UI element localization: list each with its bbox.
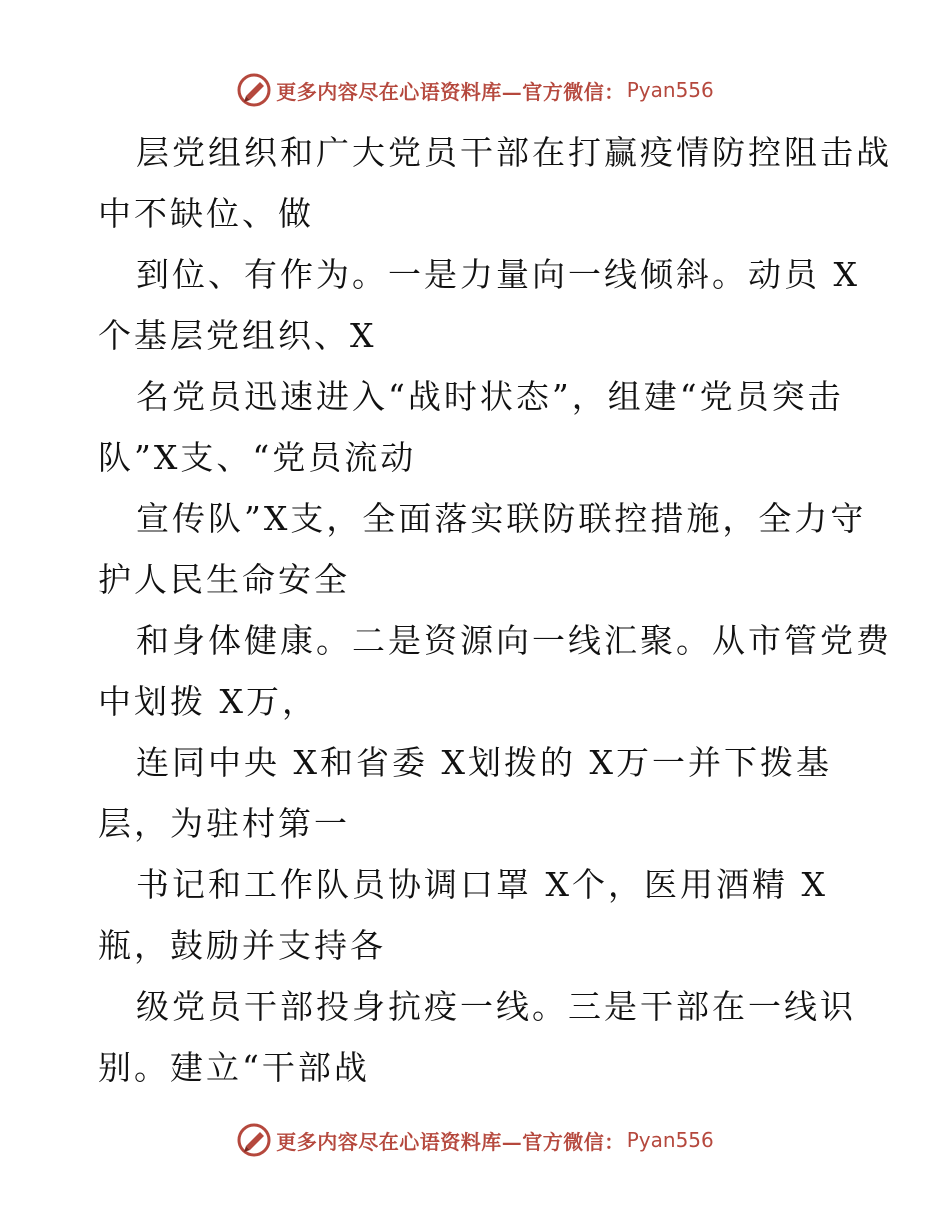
body-line: 层，为驻村第一 (98, 804, 350, 843)
body-line: 中不缺位、做 (98, 194, 314, 233)
logo-icon (236, 72, 272, 108)
body-line: 宣传队”X支，全面落实联防联控措施，全力守 (136, 499, 867, 538)
body-line: 书记和工作队员协调口罩 X个，医用酒精 X (136, 865, 828, 904)
footer-banner-text: 更多内容尽在心语资料库—官方微信： (276, 1129, 625, 1154)
footer-banner (0, 1120, 950, 1160)
header-banner (0, 70, 950, 110)
body-line: 级党员干部投身抗疫一线。三是干部在一线识 (136, 987, 856, 1026)
footer-wechat-id: Pyan556 (626, 1128, 714, 1152)
body-line: 个基层党组织、X (98, 316, 377, 355)
body-line: 别。建立“干部战 (98, 1048, 370, 1087)
body-line: 名党员迅速进入“战时状态”，组建“党员突击 (136, 377, 844, 416)
body-line: 层党组织和广大党员干部在打赢疫情防控阻击战 (136, 133, 892, 172)
header-banner-text: 更多内容尽在心语资料库—官方微信： (276, 79, 625, 104)
body-line: 和身体健康。二是资源向一线汇聚。从市管党费 (136, 621, 892, 660)
body-line: 到位、有作为。一是力量向一线倾斜。动员 X (136, 255, 860, 294)
body-line: 连同中央 X和省委 X划拨的 X万一并下拨基 (136, 743, 832, 782)
body-line: 队”X支、“党员流动 (98, 438, 417, 477)
body-line: 瓶，鼓励并支持各 (98, 926, 386, 965)
document-body (98, 122, 892, 1098)
body-line: 中划拨 X万， (98, 682, 318, 721)
header-wechat-id: Pyan556 (626, 78, 714, 102)
logo-icon (236, 1122, 272, 1158)
body-line: 护人民生命安全 (98, 560, 350, 599)
